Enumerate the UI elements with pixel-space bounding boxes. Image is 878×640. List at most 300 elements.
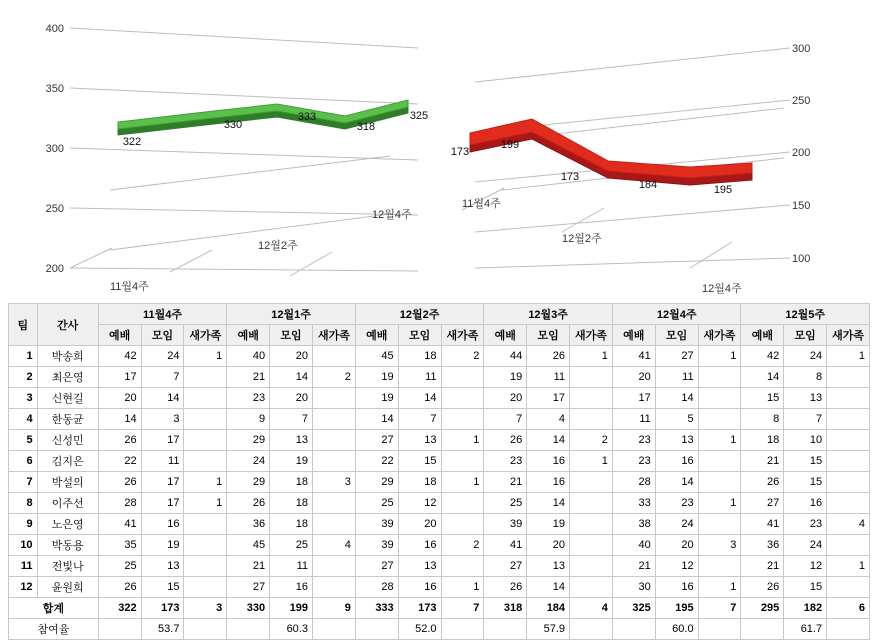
y-axis-ticks bbox=[792, 43, 810, 265]
cell-value bbox=[827, 451, 870, 472]
cell-team: 8 bbox=[9, 493, 38, 514]
cell-value: 23 bbox=[612, 451, 655, 472]
cell-value: 11 bbox=[141, 451, 184, 472]
cell-value: 13 bbox=[784, 388, 827, 409]
cell-value: 20 bbox=[398, 514, 441, 535]
cell-value bbox=[827, 409, 870, 430]
rate-cell bbox=[698, 619, 741, 640]
cell-value: 1 bbox=[184, 493, 227, 514]
cell-value bbox=[698, 388, 741, 409]
cell-value: 40 bbox=[227, 346, 270, 367]
cell-value bbox=[184, 514, 227, 535]
cell-value: 14 bbox=[141, 388, 184, 409]
cell-value: 28 bbox=[612, 472, 655, 493]
cell-value: 1 bbox=[827, 346, 870, 367]
cell-value: 13 bbox=[270, 430, 313, 451]
cell-value: 11 bbox=[527, 367, 570, 388]
cell-value: 33 bbox=[612, 493, 655, 514]
total-cell: 173 bbox=[398, 598, 441, 619]
header-sub: 모임 bbox=[527, 325, 570, 346]
data-label: 322 bbox=[122, 136, 142, 148]
cell-value: 44 bbox=[484, 346, 527, 367]
cell-value: 13 bbox=[141, 556, 184, 577]
table-row[interactable] bbox=[9, 472, 870, 493]
cell-value: 27 bbox=[227, 577, 270, 598]
cell-value bbox=[570, 535, 613, 556]
y-tick: 150 bbox=[792, 200, 811, 212]
cell-value: 7 bbox=[270, 409, 313, 430]
y-tick: 200 bbox=[45, 263, 64, 275]
cell-value: 24 bbox=[784, 535, 827, 556]
data-label: 184 bbox=[638, 179, 658, 191]
cell-value: 14 bbox=[741, 367, 784, 388]
cell-value: 20 bbox=[612, 367, 655, 388]
cell-value: 12 bbox=[784, 556, 827, 577]
cell-value: 14 bbox=[98, 409, 141, 430]
worship-attendance-chart bbox=[0, 0, 440, 300]
cell-value bbox=[827, 535, 870, 556]
cell-value: 19 bbox=[527, 514, 570, 535]
cell-value: 2 bbox=[570, 430, 613, 451]
cell-value: 19 bbox=[141, 535, 184, 556]
cell-value: 20 bbox=[270, 388, 313, 409]
cell-value: 12 bbox=[398, 493, 441, 514]
table-rate-row bbox=[9, 619, 870, 640]
cell-value: 5 bbox=[655, 409, 698, 430]
cell-value: 16 bbox=[141, 514, 184, 535]
header-sub: 예배 bbox=[612, 325, 655, 346]
cell-value: 1 bbox=[570, 451, 613, 472]
table-body bbox=[9, 346, 870, 640]
total-cell: 295 bbox=[741, 598, 784, 619]
table-row[interactable] bbox=[9, 577, 870, 598]
table-total-row bbox=[9, 598, 870, 619]
cell-value: 17 bbox=[527, 388, 570, 409]
header-sub: 모임 bbox=[141, 325, 184, 346]
cell-value: 14 bbox=[270, 367, 313, 388]
cell-value bbox=[441, 451, 484, 472]
cell-value: 23 bbox=[655, 493, 698, 514]
cell-value: 11 bbox=[398, 367, 441, 388]
data-label: 173 bbox=[560, 171, 580, 183]
cell-value: 26 bbox=[98, 472, 141, 493]
header-sub: 예배 bbox=[741, 325, 784, 346]
cell-value: 15 bbox=[398, 451, 441, 472]
y-tick: 100 bbox=[792, 253, 811, 265]
cell-value bbox=[827, 472, 870, 493]
cell-value: 8 bbox=[741, 409, 784, 430]
cell-value bbox=[312, 451, 355, 472]
x-tick: 11월4주 bbox=[462, 198, 501, 210]
header-sub: 예배 bbox=[484, 325, 527, 346]
cell-value: 25 bbox=[98, 556, 141, 577]
header-week: 12월2주 bbox=[355, 304, 484, 325]
cell-value: 19 bbox=[484, 367, 527, 388]
cell-value: 13 bbox=[527, 556, 570, 577]
header-week: 12월1주 bbox=[227, 304, 356, 325]
cell-value: 42 bbox=[741, 346, 784, 367]
header-sub: 새가족 bbox=[827, 325, 870, 346]
cell-value: 1 bbox=[570, 346, 613, 367]
cell-value: 27 bbox=[655, 346, 698, 367]
cell-value: 41 bbox=[98, 514, 141, 535]
cell-value: 16 bbox=[527, 451, 570, 472]
rate-cell bbox=[184, 619, 227, 640]
cell-value: 24 bbox=[655, 514, 698, 535]
cell-value: 21 bbox=[227, 367, 270, 388]
rate-cell: 60.3 bbox=[270, 619, 313, 640]
cell-value bbox=[184, 577, 227, 598]
cell-value: 19 bbox=[355, 367, 398, 388]
cell-team: 5 bbox=[9, 430, 38, 451]
cell-value bbox=[827, 388, 870, 409]
cell-value bbox=[184, 367, 227, 388]
header-sub: 새가족 bbox=[312, 325, 355, 346]
cell-value bbox=[184, 556, 227, 577]
cell-value: 15 bbox=[784, 472, 827, 493]
cell-staff-name: 박동용 bbox=[37, 535, 98, 556]
worship-chart-svg bbox=[0, 0, 440, 300]
y-tick: 250 bbox=[792, 95, 811, 107]
header-sub: 새가족 bbox=[441, 325, 484, 346]
cell-value: 25 bbox=[484, 493, 527, 514]
cell-value: 41 bbox=[741, 514, 784, 535]
x-axis-categories bbox=[110, 207, 412, 293]
header-week: 12월3주 bbox=[484, 304, 613, 325]
data-label: 333 bbox=[297, 111, 317, 123]
x-tick: 12월2주 bbox=[562, 233, 602, 245]
total-cell: 322 bbox=[98, 598, 141, 619]
y-tick: 200 bbox=[792, 147, 811, 159]
cell-value bbox=[184, 388, 227, 409]
cell-staff-name: 이주선 bbox=[37, 493, 98, 514]
cell-value: 39 bbox=[484, 514, 527, 535]
total-cell: 9 bbox=[312, 598, 355, 619]
rate-cell bbox=[312, 619, 355, 640]
total-label: 합계 bbox=[9, 598, 99, 619]
cell-value bbox=[441, 367, 484, 388]
cell-value: 17 bbox=[141, 430, 184, 451]
table-row[interactable] bbox=[9, 430, 870, 451]
cell-value: 26 bbox=[484, 577, 527, 598]
cell-value bbox=[312, 430, 355, 451]
cell-value: 18 bbox=[270, 514, 313, 535]
total-cell: 195 bbox=[655, 598, 698, 619]
cell-value: 14 bbox=[527, 430, 570, 451]
cell-value: 14 bbox=[527, 493, 570, 514]
cell-value: 17 bbox=[98, 367, 141, 388]
header-sub: 모임 bbox=[784, 325, 827, 346]
cell-value: 1 bbox=[698, 430, 741, 451]
cell-value: 11 bbox=[270, 556, 313, 577]
header-team: 팀 bbox=[9, 304, 38, 346]
cell-value bbox=[698, 409, 741, 430]
cell-value: 2 bbox=[312, 367, 355, 388]
cell-value: 21 bbox=[484, 472, 527, 493]
cell-value: 13 bbox=[398, 430, 441, 451]
cell-value: 25 bbox=[270, 535, 313, 556]
cell-value bbox=[312, 409, 355, 430]
rate-cell bbox=[484, 619, 527, 640]
header-sub: 예배 bbox=[98, 325, 141, 346]
cell-value: 21 bbox=[227, 556, 270, 577]
total-cell: 182 bbox=[784, 598, 827, 619]
cell-value: 11 bbox=[612, 409, 655, 430]
header-week: 12월4주 bbox=[612, 304, 741, 325]
rate-label: 참여율 bbox=[9, 619, 99, 640]
cell-value: 27 bbox=[741, 493, 784, 514]
total-cell: 6 bbox=[827, 598, 870, 619]
cell-value bbox=[312, 514, 355, 535]
cell-value bbox=[441, 493, 484, 514]
y-tick: 350 bbox=[45, 83, 64, 95]
cell-value: 7 bbox=[398, 409, 441, 430]
total-cell: 7 bbox=[698, 598, 741, 619]
attendance-table-area bbox=[8, 303, 870, 640]
header-week: 11월4주 bbox=[98, 304, 227, 325]
cell-value: 23 bbox=[227, 388, 270, 409]
data-label: 199 bbox=[500, 139, 520, 151]
table-header-subcols bbox=[9, 325, 870, 346]
cell-value bbox=[570, 472, 613, 493]
cell-value: 29 bbox=[227, 430, 270, 451]
cell-staff-name: 신현길 bbox=[37, 388, 98, 409]
cell-staff-name: 최은영 bbox=[37, 367, 98, 388]
cell-value: 3 bbox=[312, 472, 355, 493]
cell-value: 41 bbox=[484, 535, 527, 556]
cell-team: 6 bbox=[9, 451, 38, 472]
series-meeting bbox=[470, 119, 752, 185]
cell-value: 4 bbox=[827, 514, 870, 535]
total-cell: 173 bbox=[141, 598, 184, 619]
cell-staff-name: 김지은 bbox=[37, 451, 98, 472]
cell-value: 14 bbox=[655, 472, 698, 493]
cell-value: 18 bbox=[398, 472, 441, 493]
table-row[interactable] bbox=[9, 556, 870, 577]
cell-value bbox=[441, 409, 484, 430]
cell-value: 27 bbox=[355, 430, 398, 451]
header-sub: 모임 bbox=[398, 325, 441, 346]
cell-value bbox=[184, 451, 227, 472]
cell-value: 1 bbox=[441, 577, 484, 598]
table-header-weeks bbox=[9, 304, 870, 325]
cell-value bbox=[184, 430, 227, 451]
cell-value bbox=[570, 409, 613, 430]
cell-value: 36 bbox=[741, 535, 784, 556]
cell-value: 15 bbox=[741, 388, 784, 409]
cell-value: 15 bbox=[784, 577, 827, 598]
cell-staff-name: 윤원희 bbox=[37, 577, 98, 598]
cell-staff-name: 신성민 bbox=[37, 430, 98, 451]
cell-staff-name: 노은영 bbox=[37, 514, 98, 535]
cell-team: 1 bbox=[9, 346, 38, 367]
total-cell: 4 bbox=[570, 598, 613, 619]
cell-value: 1 bbox=[698, 493, 741, 514]
cell-staff-name: 한동균 bbox=[37, 409, 98, 430]
meeting-attendance-chart bbox=[440, 0, 878, 300]
cell-staff-name: 전빛나 bbox=[37, 556, 98, 577]
cell-value bbox=[312, 556, 355, 577]
cell-value: 16 bbox=[527, 472, 570, 493]
cell-value: 24 bbox=[227, 451, 270, 472]
total-cell: 184 bbox=[527, 598, 570, 619]
header-week: 12월5주 bbox=[741, 304, 870, 325]
table-row[interactable] bbox=[9, 409, 870, 430]
rate-cell bbox=[827, 619, 870, 640]
x-tick: 12월4주 bbox=[702, 283, 742, 295]
data-label: 325 bbox=[409, 110, 429, 122]
rate-cell bbox=[441, 619, 484, 640]
cell-value: 14 bbox=[527, 577, 570, 598]
table-row[interactable] bbox=[9, 493, 870, 514]
table-row[interactable] bbox=[9, 514, 870, 535]
cell-value: 1 bbox=[698, 346, 741, 367]
table-row[interactable] bbox=[9, 451, 870, 472]
cell-staff-name: 박송희 bbox=[37, 346, 98, 367]
header-sub: 모임 bbox=[655, 325, 698, 346]
cell-team: 10 bbox=[9, 535, 38, 556]
cell-staff-name: 박설의 bbox=[37, 472, 98, 493]
table-row[interactable] bbox=[9, 367, 870, 388]
cell-value: 2 bbox=[441, 535, 484, 556]
rate-cell bbox=[570, 619, 613, 640]
cell-value: 30 bbox=[612, 577, 655, 598]
cell-value bbox=[312, 493, 355, 514]
cell-value: 1 bbox=[441, 472, 484, 493]
cell-value: 20 bbox=[98, 388, 141, 409]
cell-value: 16 bbox=[398, 535, 441, 556]
cell-value bbox=[698, 451, 741, 472]
cell-value: 18 bbox=[270, 472, 313, 493]
cell-value bbox=[312, 346, 355, 367]
cell-value: 27 bbox=[355, 556, 398, 577]
cell-value bbox=[441, 556, 484, 577]
cell-value: 41 bbox=[612, 346, 655, 367]
cell-value bbox=[441, 388, 484, 409]
cell-team: 12 bbox=[9, 577, 38, 598]
cell-value: 39 bbox=[355, 535, 398, 556]
table-row[interactable] bbox=[9, 346, 870, 367]
data-label: 195 bbox=[713, 184, 733, 196]
cell-value: 24 bbox=[784, 346, 827, 367]
cell-value: 24 bbox=[141, 346, 184, 367]
cell-value: 23 bbox=[484, 451, 527, 472]
y-tick: 400 bbox=[45, 23, 64, 35]
total-cell: 7 bbox=[441, 598, 484, 619]
total-cell: 333 bbox=[355, 598, 398, 619]
cell-value: 19 bbox=[355, 388, 398, 409]
cell-value: 16 bbox=[270, 577, 313, 598]
rate-cell: 60.0 bbox=[655, 619, 698, 640]
cell-value: 11 bbox=[655, 367, 698, 388]
cell-value: 27 bbox=[484, 556, 527, 577]
cell-value: 14 bbox=[398, 388, 441, 409]
cell-value: 1 bbox=[184, 346, 227, 367]
cell-value bbox=[570, 514, 613, 535]
x-axis-categories bbox=[462, 196, 742, 295]
cell-value: 7 bbox=[484, 409, 527, 430]
rate-cell: 53.7 bbox=[141, 619, 184, 640]
cell-team: 4 bbox=[9, 409, 38, 430]
cell-value: 39 bbox=[355, 514, 398, 535]
header-sub: 새가족 bbox=[184, 325, 227, 346]
cell-value: 18 bbox=[270, 493, 313, 514]
cell-value: 20 bbox=[527, 535, 570, 556]
cell-value: 15 bbox=[784, 451, 827, 472]
cell-value: 3 bbox=[141, 409, 184, 430]
cell-value: 4 bbox=[527, 409, 570, 430]
meeting-chart-svg bbox=[440, 0, 878, 300]
cell-value: 1 bbox=[698, 577, 741, 598]
gridlines bbox=[462, 48, 790, 268]
cell-value: 29 bbox=[227, 472, 270, 493]
cell-value bbox=[312, 577, 355, 598]
cell-value bbox=[698, 556, 741, 577]
data-label: 173 bbox=[450, 146, 470, 158]
total-cell: 330 bbox=[227, 598, 270, 619]
cell-value bbox=[827, 367, 870, 388]
cell-value: 40 bbox=[612, 535, 655, 556]
table-row[interactable] bbox=[9, 535, 870, 556]
cell-value bbox=[827, 430, 870, 451]
cell-value: 42 bbox=[98, 346, 141, 367]
cell-value: 23 bbox=[612, 430, 655, 451]
cell-value: 28 bbox=[98, 493, 141, 514]
cell-value: 3 bbox=[698, 535, 741, 556]
y-tick: 300 bbox=[45, 143, 64, 155]
cell-value: 8 bbox=[784, 367, 827, 388]
cell-value: 26 bbox=[98, 577, 141, 598]
header-staff: 간사 bbox=[37, 304, 98, 346]
cell-value: 25 bbox=[355, 493, 398, 514]
cell-value: 7 bbox=[784, 409, 827, 430]
cell-value: 9 bbox=[227, 409, 270, 430]
total-cell: 325 bbox=[612, 598, 655, 619]
cell-value bbox=[570, 367, 613, 388]
total-cell: 199 bbox=[270, 598, 313, 619]
cell-value: 12 bbox=[655, 556, 698, 577]
cell-value: 22 bbox=[355, 451, 398, 472]
rate-cell bbox=[355, 619, 398, 640]
cell-value bbox=[312, 388, 355, 409]
cell-value: 26 bbox=[741, 472, 784, 493]
rate-cell bbox=[741, 619, 784, 640]
header-sub: 예배 bbox=[355, 325, 398, 346]
y-axis-ticks bbox=[46, 23, 64, 275]
cell-value: 7 bbox=[141, 367, 184, 388]
cell-value bbox=[827, 577, 870, 598]
cell-value: 28 bbox=[355, 577, 398, 598]
cell-value: 13 bbox=[398, 556, 441, 577]
header-sub: 새가족 bbox=[570, 325, 613, 346]
cell-value: 26 bbox=[484, 430, 527, 451]
cell-value: 20 bbox=[655, 535, 698, 556]
cell-value: 23 bbox=[784, 514, 827, 535]
rate-cell: 61.7 bbox=[784, 619, 827, 640]
cell-value: 29 bbox=[355, 472, 398, 493]
cell-value: 18 bbox=[398, 346, 441, 367]
cell-value bbox=[698, 472, 741, 493]
cell-team: 3 bbox=[9, 388, 38, 409]
cell-value: 20 bbox=[270, 346, 313, 367]
charts-area bbox=[0, 0, 878, 300]
table-row[interactable] bbox=[9, 388, 870, 409]
y-tick: 250 bbox=[45, 203, 64, 215]
rate-cell bbox=[98, 619, 141, 640]
cell-value: 1 bbox=[441, 430, 484, 451]
data-label: 318 bbox=[356, 121, 376, 133]
cell-team: 9 bbox=[9, 514, 38, 535]
